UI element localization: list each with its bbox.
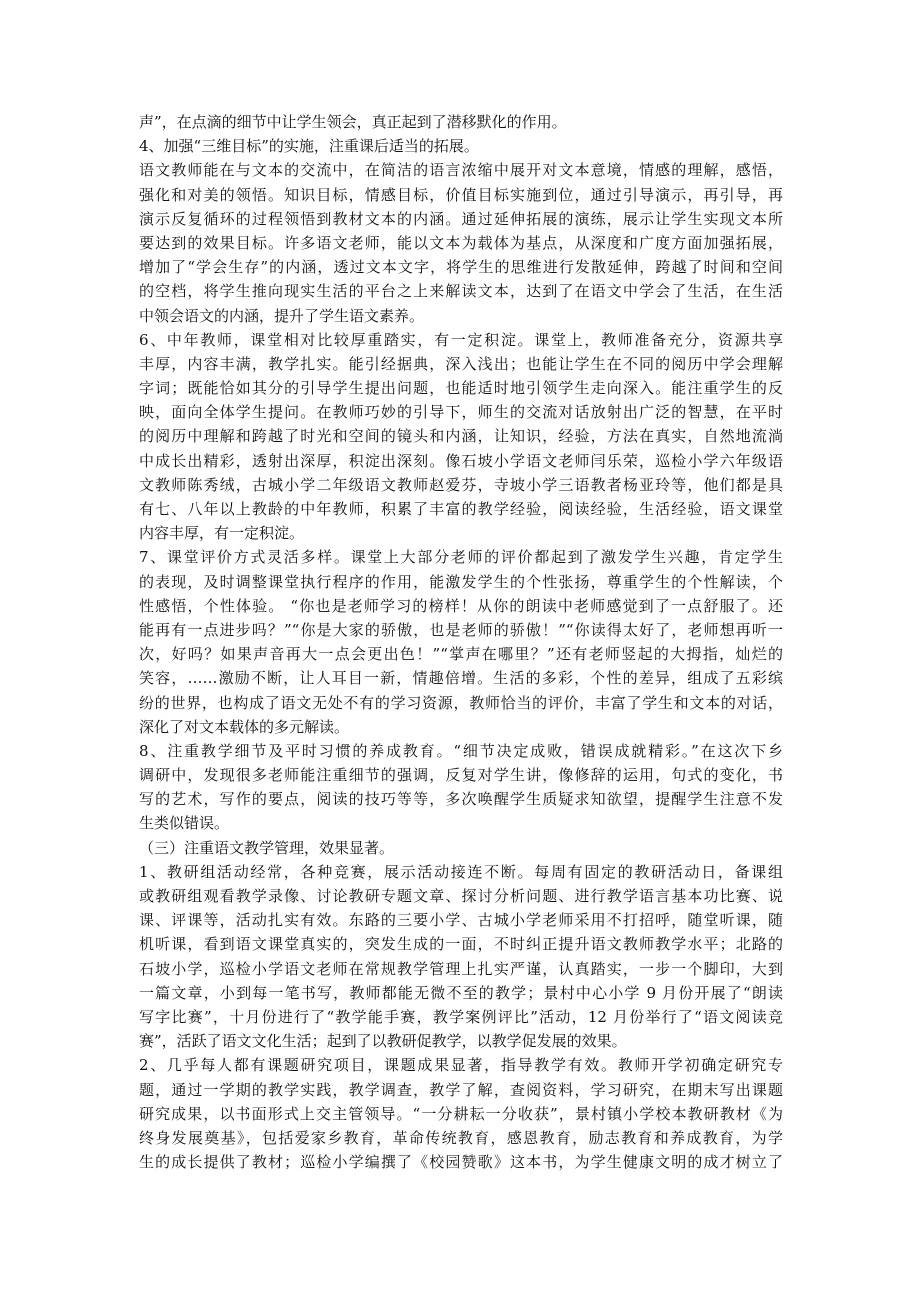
text-line: 生的成长提供了教材；巡检小学编撰了《校园赞歌》这本书，为学生健康文明的成才树立了 [139,1153,783,1172]
text-line: 次，好吗？如果声音再大一点会更出色！”“掌声在哪里？”还有老师竖起的大拇指，灿烂的 [139,645,783,664]
text-line: 能再有一点进步吗？”“你是大家的骄傲，也是老师的骄傲！”“你读得太好了，老师想再听一 [139,620,783,639]
text-line: 纷的世界，也构成了语文无处不有的学习资源，教师恰当的评价，丰富了学生和文本的对话， [139,693,783,712]
text-line: 赛”，活跃了语文文化生活；起到了以教研促教学，以教学促发展的效果。 [139,1032,627,1051]
text-line: 语文教师能在与文本的交流中，在简洁的语言浓缩中展开对文本意境，情感的理解，感悟， [139,161,783,180]
text-line: 深化了对文本载体的多元解读。 [139,717,350,736]
text-line: 要达到的效果目标。许多语文老师，能以文本为载体为基点，从深度和广度方面加强拓展， [139,233,783,252]
text-line: 题，通过一学期的教学实践，教学调查，教学了解，查阅资料，学习研究，在期末写出课题 [139,1080,783,1099]
text-line: 生类似错误。 [139,814,230,833]
text-line: 的空档，将学生推向现实生活的平台之上来解读文本，达到了在语文中学会了生活，在生活 [139,282,783,301]
text-line: 研究成果，以书面形式上交主管领导。“一分耕耘一分收获”，景村镇小学校本教研教材《为 [139,1104,783,1123]
text-line: 笑容，……激励不断，让人耳目一新，情趣倍增。生活的多彩，个性的差异，组成了五彩缤 [139,669,783,688]
text-line: 调研中，发现很多老师能注重细节的强调，反复对学生讲，像修辞的运用，句式的变化，书 [139,766,783,785]
text-line: 声”，在点滴的细节中让学生领会，真正起到了潜移默化的作用。 [139,113,567,131]
text-line: 增加了“学会生存”的内涵，透过文本文字，将学生的思维进行发散延伸，跨越了时间和空间 [139,258,783,277]
text-line: 7、课堂评价方式灵活多样。课堂上大部分老师的评价都起到了激发学生兴趣，肯定学生 [139,548,783,567]
text-line: 中成长出精彩，透射出深厚，积淀出深刻。像石坡小学语文老师闫乐荣，巡检小学六年级语 [139,451,783,470]
text-line: 演示反复循环的过程领悟到教材文本的内涵。通过延伸拓展的演练，展示让学生实现文本所 [139,209,783,228]
text-line: 或教研组观看教学录像、讨论教研专题文章、探讨分析问题、进行教学语言基本功比赛、说 [139,887,783,905]
section-heading: （三）注重语文教学管理，效果显著。 [139,838,395,857]
text-line: 中领会语文的内涵，提升了学生语文素养。 [139,306,425,325]
text-line: 强化和对美的领悟。知识目标，情感目标，价值目标实施到位，通过引导演示，再引导，再 [139,185,783,204]
text-line: 6、中年教师，课堂相对比较厚重踏实，有一定积淀。课堂上，教师准备充分，资源共享 [139,330,783,349]
text-line: 的表现，及时调整课堂执行程序的作用，能激发学生的个性张扬，尊重学生的个性解读，个 [139,572,783,591]
text-line: 终身发展奠基》，包括爱家乡教育，革命传统教育，感恩教育，励志教育和养成教育，为学 [139,1128,783,1147]
text-line: 机听课，看到语文课堂真实的，突发生成的一面，不时纠正提升语文教师教学水平；北路的 [139,935,783,954]
text-line: 4、加强“三维目标”的实施，注重课后适当的拓展。 [139,137,479,156]
text-line: 写的艺术，写作的要点，阅读的技巧等等，多次唤醒学生质疑求知欲望，提醒学生注意不发 [139,790,783,809]
text-line: 字词；既能恰如其分的引导学生提出问题，也能适时地引领学生走向深入。能注重学生的反 [139,379,783,398]
text-line: 2、几乎每人都有课题研究项目，课题成果显著，指导教学有效。教师开学初确定研究专 [139,1056,783,1075]
document-body [139,110,783,1174]
text-line: 课、评课等，活动扎实有效。东路的三要小学、古城小学老师采用不打招呼，随堂听课，随 [139,911,783,930]
text-line: 性感悟，个性体验。 “你也是老师学习的榜样！从你的朗读中老师感觉到了一点舒服了。还 [139,596,783,615]
text-line: 8、注重教学细节及平时习惯的养成教育。“细节决定成败，错误成就精彩。”在这次下乡 [139,741,783,760]
text-line: 文教师陈秀绒，古城小学二年级语文教师赵爱芬，寺坡小学三语教者杨亚玲等，他们都是具 [139,475,783,494]
text-line: 一篇文章，小到每一笔书写，教师都能无微不至的教学；景村中心小学 9 月份开展了“朗读 [139,983,783,1002]
text-line: 丰厚，内容丰满，教学扎实。能引经据典，深入浅出；也能让学生在不同的阅历中学会理解 [139,354,783,373]
text-line: 有七、八年以上教龄的中年教师，积累了丰富的教学经验，阅读经验，生活经验，语文课堂 [139,500,783,518]
text-line: 石坡小学，巡检小学语文老师在常规教学管理上扎实严谨，认真踏实，一步一个脚印，大到 [139,959,783,978]
text-line: 映，面向全体学生提问。在教师巧妙的引导下，师生的交流对话放射出广泛的智慧，在平时 [139,403,783,422]
text-line: 的阅历中理解和跨越了时光和空间的镜头和内涵，让知识，经验，方法在真实，自然地流淌 [139,427,783,446]
text-line: 内容丰厚，有一定积淀。 [139,524,305,543]
text-line: 1、教研组活动经常，各种竞赛，展示活动接连不断。每周有固定的教研活动日，备课组 [139,862,783,881]
text-line: 写字比赛”，十月份进行了“教学能手赛，教学案例评比”活动，12 月份举行了“语文阅读竞 [139,1007,783,1026]
